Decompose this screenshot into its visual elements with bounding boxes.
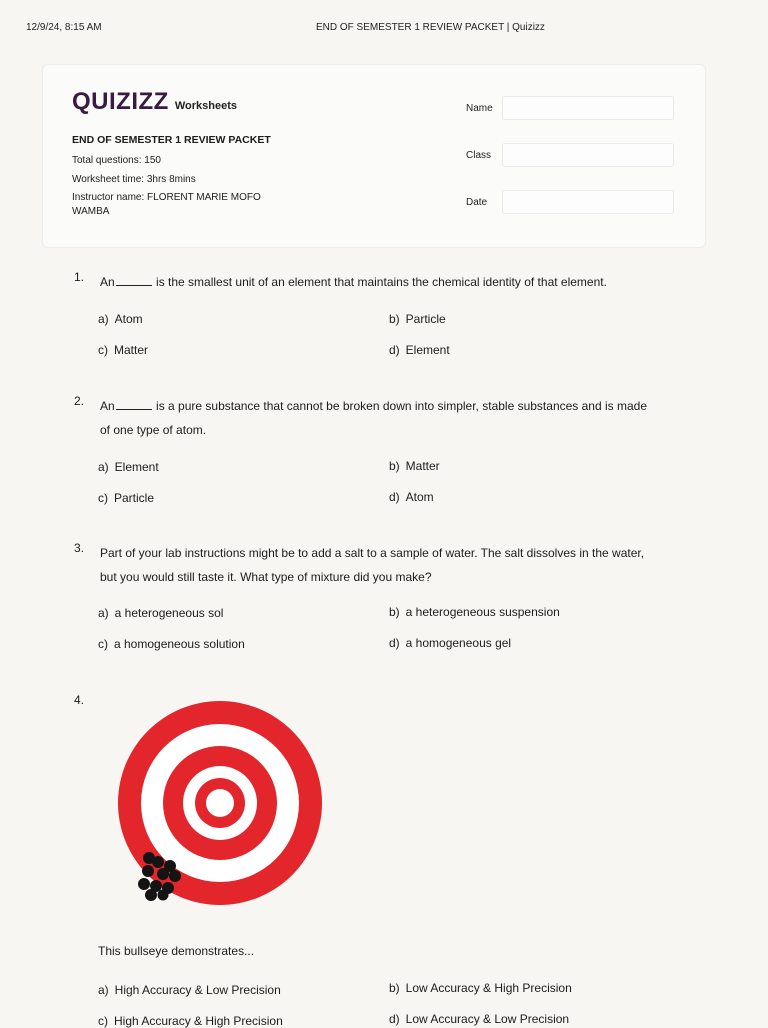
- option-2d[interactable]: d) Atom: [389, 490, 434, 504]
- worksheet-time: Worksheet time: 3hrs 8mins: [72, 174, 196, 185]
- answer-blank: [116, 397, 152, 410]
- option-1c[interactable]: c) Matter: [98, 343, 149, 357]
- option-1a[interactable]: a) Atom: [98, 312, 143, 326]
- option-4d[interactable]: d) Low Accuracy & Low Precision: [389, 1012, 570, 1026]
- option-1d[interactable]: d) Element: [389, 343, 450, 357]
- option-2b[interactable]: b) Matter: [389, 459, 440, 473]
- option-3a[interactable]: a) a heterogeneous sol: [98, 606, 224, 620]
- option-2a[interactable]: a) Element: [98, 460, 159, 474]
- answer-blank: [116, 273, 152, 286]
- question-number: 4.: [74, 693, 85, 707]
- question-text: An is a pure substance that cannot be broken down into simpler, stable substances and is made of one type of atom.: [100, 399, 647, 437]
- quizizz-logo: [72, 88, 237, 116]
- bullseye-target-icon: [118, 700, 324, 910]
- option-4a[interactable]: a) High Accuracy & Low Precision: [98, 983, 281, 997]
- worksheet-title: END OF SEMESTER 1 REVIEW PACKET: [72, 134, 271, 146]
- question-number: 3.: [74, 541, 85, 555]
- option-4c[interactable]: c) High Accuracy & High Precision: [98, 1014, 283, 1028]
- option-3c[interactable]: c) a homogeneous solution: [98, 637, 245, 651]
- question-text: Part of your lab instructions might be to add a salt to a sample of water. The salt dissolves in the water, but you would still taste it. What type of mixture did you make?: [100, 546, 645, 584]
- question-text: An is the smallest unit of an element that maintains the chemical identity of that element.: [100, 275, 607, 289]
- question-number: 1.: [74, 270, 85, 284]
- question-number: 2.: [74, 394, 85, 408]
- question-4-caption: This bullseye demonstrates...: [98, 944, 255, 958]
- date-field[interactable]: [502, 190, 674, 214]
- worksheet-meta: [72, 131, 372, 219]
- class-field[interactable]: [502, 143, 674, 167]
- name-label: Name: [466, 103, 493, 114]
- date-label: Date: [466, 197, 488, 208]
- print-title: END OF SEMESTER 1 REVIEW PACKET | Quizizz: [316, 22, 545, 33]
- option-3d[interactable]: d) a homogeneous gel: [389, 636, 512, 650]
- total-questions: Total questions: 150: [72, 155, 161, 166]
- print-datetime: 12/9/24, 8:15 AM: [26, 22, 102, 33]
- class-label: Class: [466, 150, 492, 161]
- brand-name: QUIZIZZ: [72, 88, 169, 115]
- name-field[interactable]: [502, 96, 674, 120]
- option-4b[interactable]: b) Low Accuracy & High Precision: [389, 981, 572, 995]
- option-3b[interactable]: b) a heterogeneous suspension: [389, 605, 560, 619]
- option-1b[interactable]: b) Particle: [389, 312, 446, 326]
- instructor-name: Instructor name: FLORENT MARIE MOFO WAMBA: [72, 192, 261, 217]
- option-2c[interactable]: c) Particle: [98, 491, 155, 505]
- brand-sub: Worksheets: [174, 100, 237, 112]
